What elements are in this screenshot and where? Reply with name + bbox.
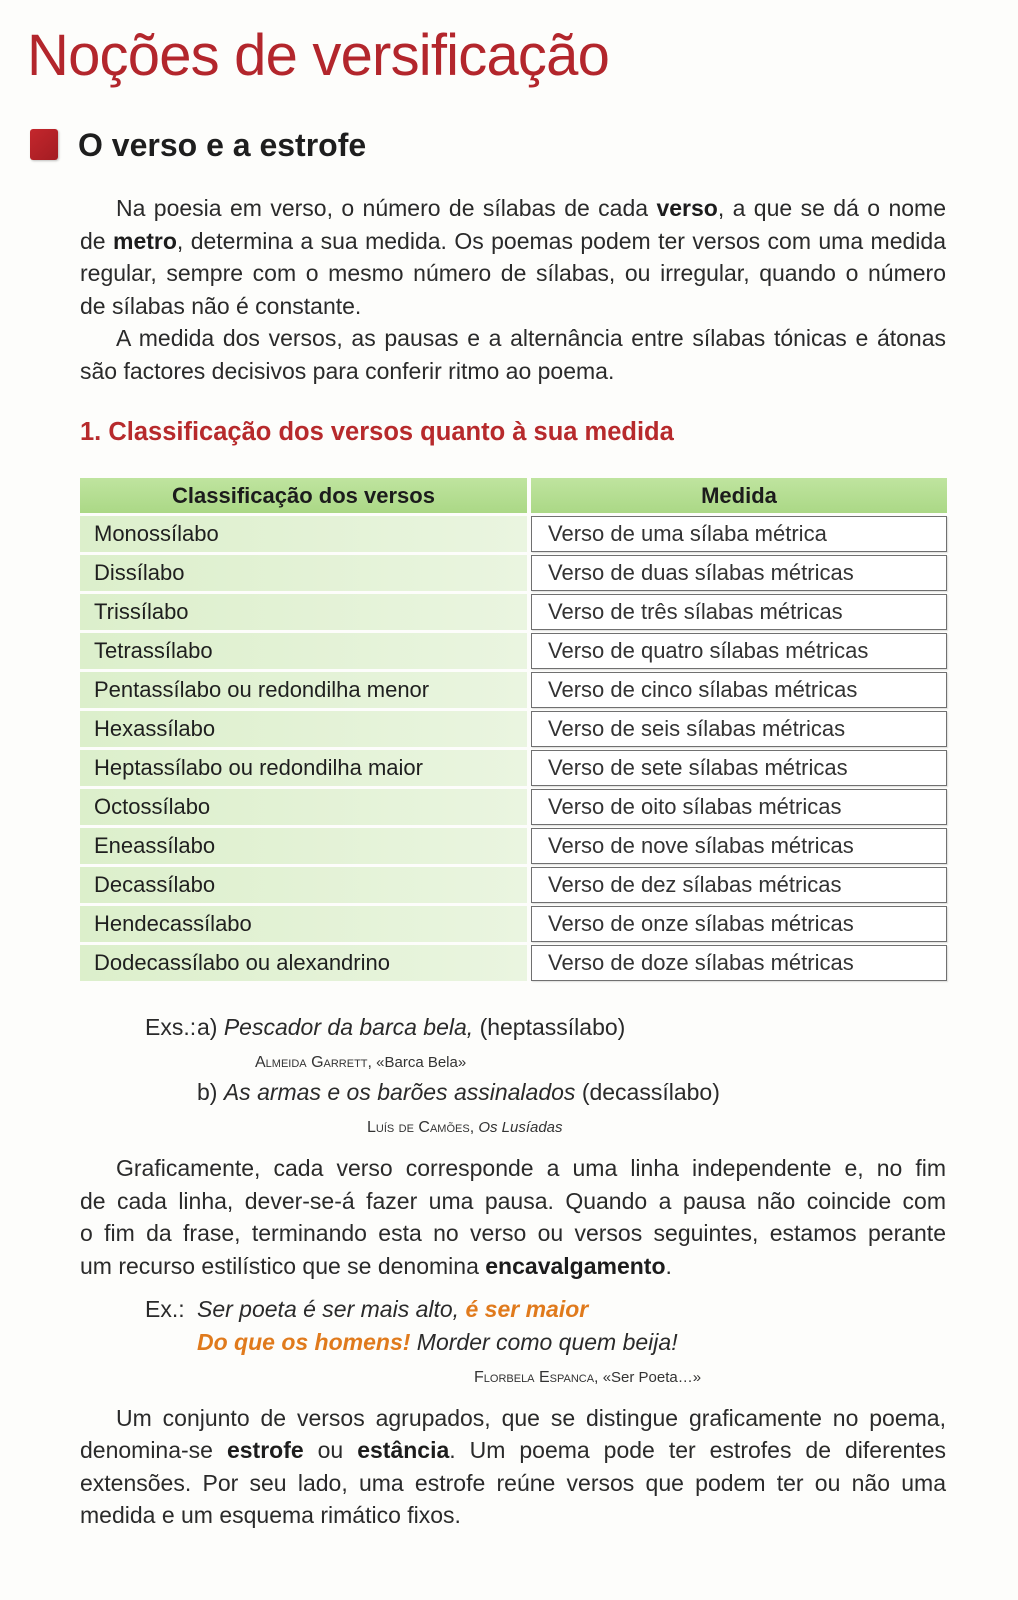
paragraph-line bbox=[80, 192, 946, 225]
cell-measure: Verso de duas sílabas métricas bbox=[531, 555, 947, 591]
source-author: Luís de Camões, bbox=[367, 1119, 475, 1136]
verse-text: Morder como quem beija! bbox=[410, 1329, 678, 1355]
key-term-estancia: estância bbox=[357, 1437, 450, 1464]
cell-measure: Verso de oito sílabas métricas bbox=[531, 789, 947, 825]
section-square-bullet-icon bbox=[30, 129, 58, 160]
cell-measure: Verso de uma sílaba métrica bbox=[531, 516, 947, 552]
cell-classification: Tetrassílabo bbox=[80, 633, 527, 669]
text-run: , a que se dá o nome bbox=[717, 195, 946, 221]
cell-classification: Eneassílabo bbox=[80, 828, 527, 864]
paragraph-line: Um conjunto de versos agrupados, que se distingue graficamente no poema, bbox=[116, 1405, 946, 1431]
cell-classification: Heptassílabo ou redondilha maior bbox=[80, 750, 527, 786]
intro-paragraph-1 bbox=[80, 192, 946, 322]
highlighted-enjambment: Do que os homens! bbox=[197, 1329, 411, 1355]
cell-classification: Monossílabo bbox=[80, 516, 527, 552]
cell-measure: Verso de três sílabas métricas bbox=[531, 594, 947, 630]
key-term-metro: metro bbox=[113, 227, 177, 254]
enjambment-paragraph bbox=[80, 1152, 946, 1283]
table-row bbox=[80, 555, 947, 591]
text-run: . Um poema pode ter estrofes de diferentes bbox=[449, 1437, 946, 1464]
highlighted-enjambment: é ser maior bbox=[465, 1296, 589, 1322]
stanza-paragraph bbox=[80, 1402, 946, 1532]
cell-measure: Verso de quatro sílabas métricas bbox=[531, 633, 947, 669]
source-author: Florbela Espanca, bbox=[474, 1369, 599, 1386]
table-row bbox=[80, 867, 947, 903]
example-meter-type: (heptassílabo) bbox=[479, 1014, 626, 1040]
source-work: «Ser Poeta…» bbox=[602, 1369, 702, 1386]
text-run: , determina a sua medida. Os poemas podem ter versos com uma medida bbox=[176, 227, 946, 254]
table-header-row bbox=[80, 478, 947, 513]
example-b bbox=[197, 1076, 720, 1108]
paragraph-line bbox=[80, 1434, 946, 1466]
cell-classification: Octossílabo bbox=[80, 789, 527, 825]
cell-measure: Verso de seis sílabas métricas bbox=[531, 711, 947, 747]
paragraph-line: regular, sempre com o mesmo número de sílabas, ou irregular, quando o número bbox=[80, 260, 946, 286]
enjambment-example-label: Ex.: bbox=[145, 1296, 185, 1322]
example-marker: a) bbox=[197, 1014, 218, 1040]
example-marker: b) bbox=[197, 1079, 218, 1105]
text-run: . bbox=[665, 1253, 672, 1280]
source-work: Os Lusíadas bbox=[478, 1119, 563, 1136]
example-meter-type: (decassílabo) bbox=[581, 1079, 720, 1105]
paragraph-line: de sílabas não é constante. bbox=[80, 292, 362, 319]
table-row bbox=[80, 945, 947, 981]
enjambment-example-verse-1 bbox=[197, 1293, 588, 1325]
cell-classification: Hendecassílabo bbox=[80, 906, 527, 942]
cell-classification: Pentassílabo ou redondilha menor bbox=[80, 672, 527, 708]
example-a bbox=[197, 1011, 625, 1043]
examples-label: Exs.: bbox=[145, 1014, 197, 1040]
cell-measure: Verso de cinco sílabas métricas bbox=[531, 672, 947, 708]
text-run: um recurso estilístico que se denomina bbox=[80, 1253, 486, 1280]
column-header-measure: Medida bbox=[531, 478, 947, 513]
text-run: Na poesia em verso, o número de sílabas de cada bbox=[116, 195, 657, 221]
cell-measure: Verso de sete sílabas métricas bbox=[531, 750, 947, 786]
intro-paragraph-2 bbox=[80, 322, 946, 387]
paragraph-line bbox=[80, 1250, 946, 1283]
cell-classification: Hexassílabo bbox=[80, 711, 527, 747]
paragraph-line: o fim da frase, terminando esta no verso ou versos seguintes, estamos perante bbox=[80, 1220, 946, 1247]
subsection-heading: 1. Classificação dos versos quanto à sua medida bbox=[80, 418, 674, 446]
table-row bbox=[80, 750, 947, 786]
paragraph-line: de cada linha, dever-se-á fazer uma pausa. Quando a pausa não coincide com bbox=[80, 1187, 946, 1214]
paragraph-line: medida e um esquema rimático fixos. bbox=[80, 1502, 461, 1529]
cell-measure: Verso de nove sílabas métricas bbox=[531, 828, 947, 864]
source-author: Almeida Garrett, bbox=[255, 1054, 372, 1071]
paragraph-line: são factores decisivos para conferir ritmo ao poema. bbox=[80, 357, 615, 384]
cell-classification: Dissílabo bbox=[80, 555, 527, 591]
key-term-estrofe: estrofe bbox=[226, 1437, 304, 1464]
cell-measure: Verso de onze sílabas métricas bbox=[531, 906, 947, 942]
text-run: de bbox=[80, 227, 113, 254]
table-row bbox=[80, 906, 947, 942]
cell-measure: Verso de doze sílabas métricas bbox=[531, 945, 947, 981]
text-run: ou bbox=[303, 1437, 358, 1464]
table-row bbox=[80, 633, 947, 669]
example-b-source bbox=[367, 1118, 563, 1138]
table-row bbox=[80, 672, 947, 708]
example-verse: As armas e os barões assinalados bbox=[223, 1079, 576, 1105]
cell-classification: Trissílabo bbox=[80, 594, 527, 630]
text-run: denomina-se bbox=[80, 1437, 227, 1464]
key-term-verso: verso bbox=[656, 195, 718, 221]
cell-classification: Dodecassílabo ou alexandrino bbox=[80, 945, 527, 981]
paragraph-line: extensões. Por seu lado, uma estrofe reúne versos que podem ter ou não uma bbox=[80, 1469, 946, 1496]
table-row bbox=[80, 828, 947, 864]
table-row bbox=[80, 594, 947, 630]
cell-measure: Verso de dez sílabas métricas bbox=[531, 867, 947, 903]
key-term-encavalgamento: encavalgamento bbox=[485, 1253, 666, 1280]
source-work: «Barca Bela» bbox=[376, 1054, 467, 1071]
example-a-source bbox=[255, 1053, 466, 1073]
table-row bbox=[80, 711, 947, 747]
enjambment-example-source bbox=[474, 1368, 701, 1388]
table-row bbox=[80, 789, 947, 825]
column-header-classification: Classificação dos versos bbox=[80, 478, 527, 513]
table-row bbox=[80, 516, 947, 552]
verse-text: Ser poeta é ser mais alto, bbox=[197, 1296, 466, 1322]
cell-classification: Decassílabo bbox=[80, 867, 527, 903]
example-verse: Pescador da barca bela, bbox=[223, 1014, 474, 1040]
paragraph-line bbox=[80, 225, 946, 258]
page-title: Noções de versificação bbox=[27, 23, 610, 88]
section-heading: O verso e a estrofe bbox=[78, 127, 367, 163]
paragraph-line: Graficamente, cada verso corresponde a uma linha independente e, no fim bbox=[116, 1155, 946, 1181]
paragraph-line: A medida dos versos, as pausas e a alternância entre sílabas tónicas e átonas bbox=[116, 325, 946, 351]
verse-classification-table bbox=[80, 478, 947, 984]
enjambment-example-verse-2 bbox=[197, 1326, 678, 1358]
